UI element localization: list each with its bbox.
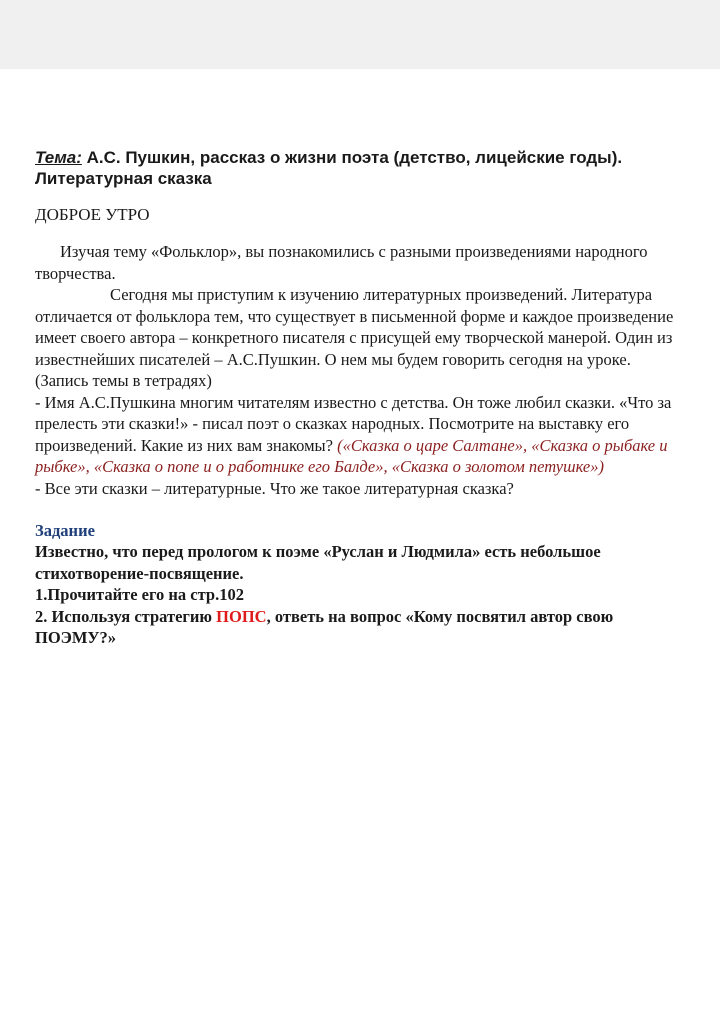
greeting: ДОБРОЕ УТРО	[35, 205, 150, 224]
viewer-top-band	[0, 0, 720, 69]
paragraph-literature: Сегодня мы приступим к изучению литературных произведений. Литература отличается от фольклора тем, что существует в письменной форме и каждое произведение имеет своего автора – конкретного писателя с присущей ему творческой манерой. Один из известнейших писателей – А.С.Пушкин. О нем мы будем говорить сегодня на уроке. (Запись темы в тетрадях)	[35, 285, 674, 390]
topic-label: Тема:	[35, 148, 82, 167]
document-page	[0, 69, 720, 1033]
task-step-2-before: 2. Используя стратегию	[35, 606, 217, 626]
task-step-2	[35, 606, 675, 649]
task-step-2-after: , ответь на вопрос «Кому посвятил автор свою ПОЭМУ?»	[35, 606, 614, 647]
strategy-name: ПОПС	[216, 606, 267, 626]
task-heading: Задание	[35, 521, 95, 540]
document-content	[35, 147, 675, 649]
task-intro: Известно, что перед прологом к поэме «Руслан и Людмила» есть небольшое стихотворение-посвящение.	[35, 542, 601, 583]
tale-titles: («Сказка о царе Салтане», «Сказка о рыбаке и рыбке», «Сказка о попе и о работнике его Балде», «Сказка о золотом петушке»)	[35, 435, 668, 476]
paragraph-folklore: Изучая тему «Фольклор», вы познакомились с разными произведениями народного творчества.	[35, 242, 648, 283]
lesson-topic	[35, 147, 675, 189]
task-step-1: 1.Прочитайте его на стр.102	[35, 585, 244, 604]
paragraph-question: - Все эти сказки – литературные. Что же такое литературная сказка?	[35, 478, 514, 498]
paragraph-pushkin-tales-text: - Имя А.С.Пушкина многим читателям известно с детства. Он тоже любил сказки. «Что за прелесть эти сказки!» - писал поэт о сказках народных. Посмотрите на выставку его произведений. Какие из них вам знакомы?	[35, 392, 672, 455]
topic-text: А.С. Пушкин, рассказ о жизни поэта (детство, лицейские годы). Литературная сказка	[35, 148, 623, 188]
paragraph-pushkin-tales	[35, 392, 675, 478]
